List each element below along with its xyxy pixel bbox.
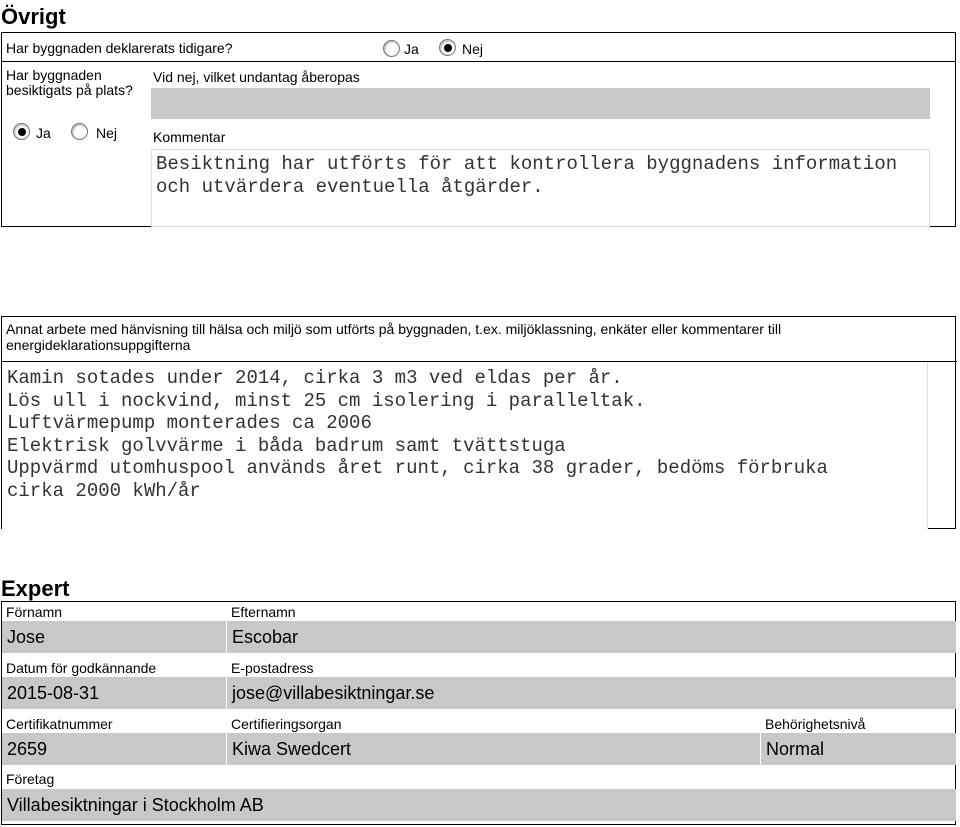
inspected-yes-label: Ja — [36, 125, 51, 141]
inspected-no-radio[interactable] — [71, 123, 88, 140]
declared-yes-label: Ja — [404, 41, 419, 57]
health-textarea[interactable] — [2, 362, 928, 529]
health-line: Uppvärmd utomhuspool används året runt, cirka 38 grader, bedöms förbruka — [7, 457, 828, 479]
health-label-line1: Annat arbete med hänvisning till hälsa och miljö som utförts på byggnaden, t.ex. miljöklassning, enkäter eller kommentarer till — [6, 321, 782, 337]
epost-field[interactable]: jose@villabesiktningar.se — [227, 677, 956, 709]
declared-row — [1, 32, 956, 62]
inspected-question-line2: besiktigats på plats? — [6, 82, 133, 98]
declared-question: Har byggnaden deklarerats tidigare? — [6, 40, 233, 56]
section-title-expert: Expert — [1, 576, 70, 601]
foretag-label: Företag — [6, 771, 55, 787]
health-line: Elektrisk golvvärme i båda badrum samt tvättstuga — [7, 435, 566, 457]
declared-no-radio[interactable] — [439, 39, 456, 56]
health-label-line2: energideklarationsuppgifterna — [6, 337, 191, 353]
declared-no-label: Nej — [462, 41, 484, 57]
inspection-block — [1, 61, 956, 227]
datum-field[interactable]: 2015-08-31 — [2, 677, 226, 709]
declared-yes-radio[interactable] — [383, 40, 400, 57]
cert-label: Certifikatnummer — [6, 716, 113, 732]
datum-label: Datum för godkännande — [6, 660, 157, 676]
efternamn-field[interactable]: Escobar — [227, 621, 956, 653]
inspected-yes-radio[interactable] — [13, 123, 30, 140]
cert-field[interactable]: 2659 — [2, 733, 226, 765]
comment-line-1: Besiktning har utförts för att kontrollera byggnadens information — [156, 153, 898, 175]
health-line: cirka 2000 kWh/år — [7, 480, 201, 502]
organ-label: Certifieringsorgan — [231, 716, 342, 732]
section-title-ovrigt: Övrigt — [1, 4, 66, 29]
health-block — [1, 316, 956, 529]
expert-block — [1, 601, 956, 825]
inspected-question-line1: Har byggnaden — [6, 67, 102, 83]
efternamn-label: Efternamn — [231, 604, 296, 620]
exception-label: Vid nej, vilket undantag åberopas — [153, 69, 360, 85]
comment-textarea[interactable] — [151, 149, 930, 227]
inspected-no-label: Nej — [96, 125, 118, 141]
comment-line-2: och utvärdera eventuella åtgärder. — [156, 176, 544, 198]
epost-label: E-postadress — [231, 660, 314, 676]
niva-field[interactable]: Normal — [761, 733, 956, 765]
exception-field[interactable] — [151, 88, 930, 119]
organ-field[interactable]: Kiwa Swedcert — [227, 733, 760, 765]
foretag-field[interactable]: Villabesiktningar i Stockholm AB — [2, 789, 956, 821]
comment-label: Kommentar — [153, 129, 226, 145]
niva-label: Behörighetsnivå — [765, 716, 866, 732]
fornamn-label: Förnamn — [6, 604, 63, 620]
health-line: Lös ull i nockvind, minst 25 cm isolering i paralleltak. — [7, 390, 646, 412]
health-line: Luftvärmepump monterades ca 2006 — [7, 412, 372, 434]
fornamn-field[interactable]: Jose — [2, 621, 226, 653]
health-line: Kamin sotades under 2014, cirka 3 m3 ved eldas per år. — [7, 367, 623, 389]
